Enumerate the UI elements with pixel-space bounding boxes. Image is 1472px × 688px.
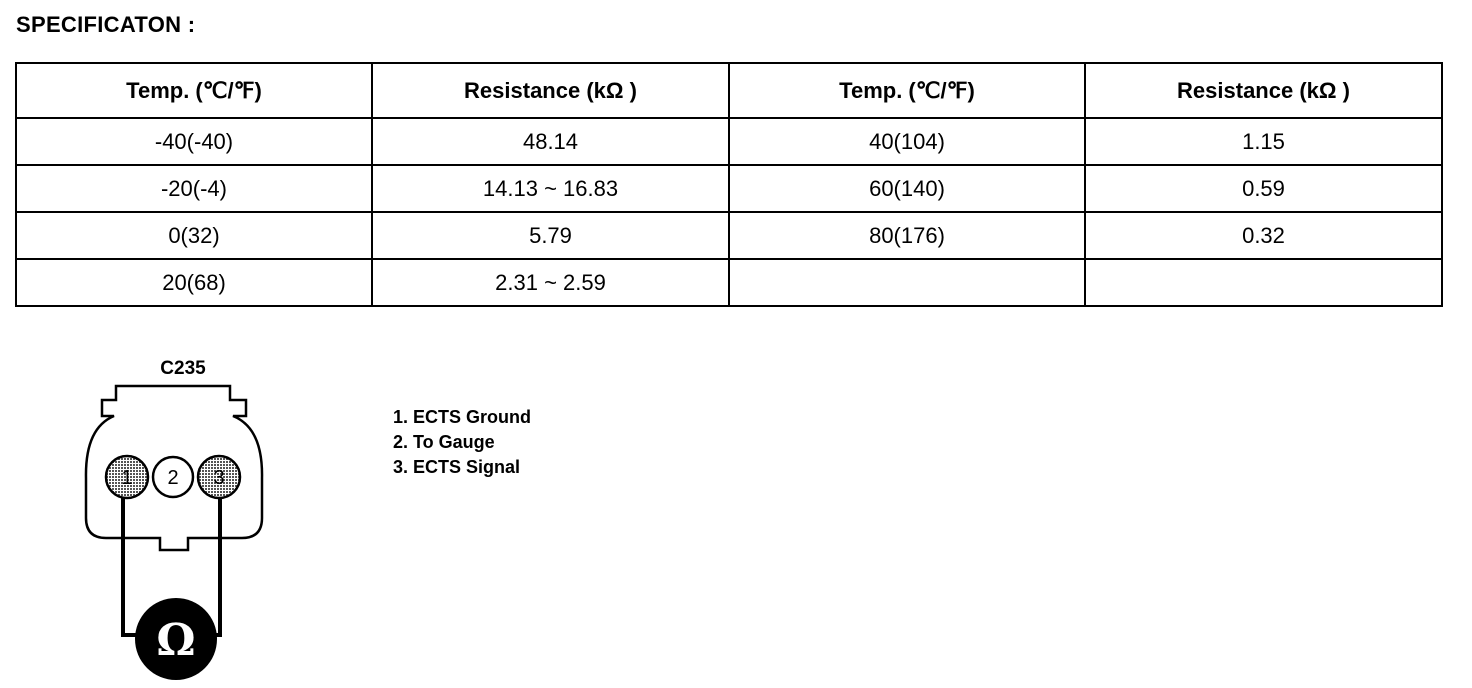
table-header-row [16, 63, 1442, 118]
table-cell: 48.14 [372, 118, 729, 165]
pin-2 [153, 457, 193, 497]
pin-3-label: 3 [213, 467, 225, 489]
table-cell: 0.59 [1085, 165, 1442, 212]
table-cell: 0(32) [16, 212, 372, 259]
header-resistance-2: Resistance (kΩ ) [1085, 63, 1442, 118]
table-cell: 14.13 ~ 16.83 [372, 165, 729, 212]
table-row [16, 118, 1442, 165]
table-cell [1085, 259, 1442, 306]
pin-3 [198, 456, 240, 498]
page-title: SPECIFICATON : [16, 12, 196, 37]
table-cell: -20(-4) [16, 165, 372, 212]
table-row [16, 212, 1442, 259]
resistance-spec-table [15, 62, 1443, 307]
header-temp-2: Temp. (℃/℉) [729, 63, 1085, 118]
ohmmeter-icon [135, 598, 217, 680]
header-temp-1: Temp. (℃/℉) [16, 63, 372, 118]
pin-legend [393, 405, 531, 480]
table-cell: 80(176) [729, 212, 1085, 259]
table-cell [729, 259, 1085, 306]
legend-item-1: 1. ECTS Ground [393, 407, 532, 427]
table-cell: 2.31 ~ 2.59 [372, 259, 729, 306]
table-row [16, 259, 1442, 306]
connector-diagram [70, 350, 290, 685]
table-row [16, 165, 1442, 212]
legend-item-3: 3. ECTS Signal [393, 457, 521, 477]
pin-1-label: 1 [121, 467, 133, 489]
legend-item-2: 2. To Gauge [393, 432, 495, 452]
pin-2-label: 2 [167, 467, 179, 489]
table-cell: 5.79 [372, 212, 729, 259]
table-cell: 40(104) [729, 118, 1085, 165]
ohmmeter-symbol: Ω [156, 615, 196, 666]
table-cell: 1.15 [1085, 118, 1442, 165]
header-resistance-1: Resistance (kΩ ) [372, 63, 729, 118]
table-cell: 20(68) [16, 259, 372, 306]
table-cell: -40(-40) [16, 118, 372, 165]
connector-label: C235 [160, 358, 206, 379]
table-cell: 0.32 [1085, 212, 1442, 259]
pin-1 [106, 456, 148, 498]
table-cell: 60(140) [729, 165, 1085, 212]
